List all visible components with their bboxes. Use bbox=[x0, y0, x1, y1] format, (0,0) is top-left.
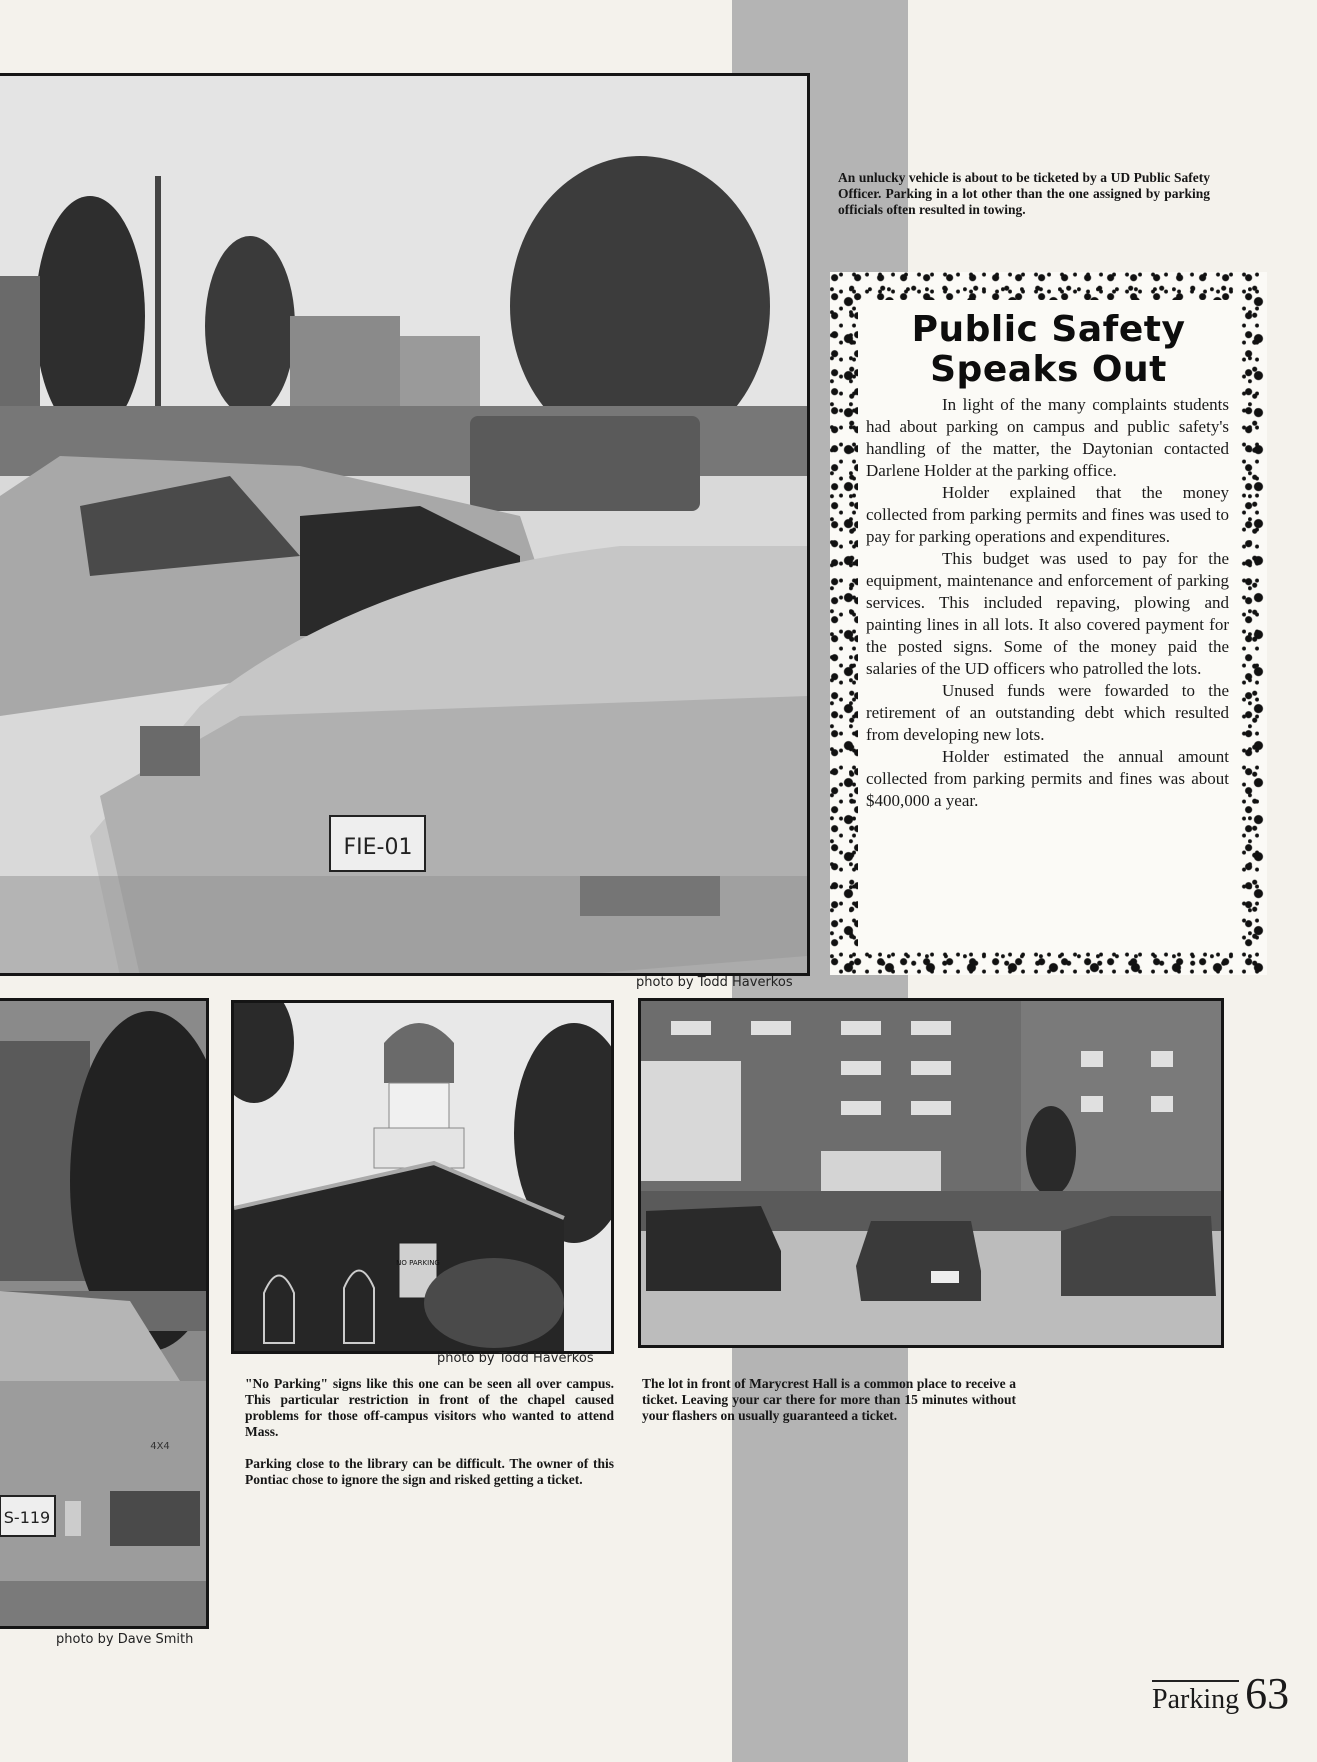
sidebar-paragraph: Unused funds were fowarded to the retirement of an outstanding debt which resulted from developing new lots. bbox=[866, 681, 1229, 744]
sidebar-title: Public Safety Speaks Out bbox=[911, 309, 1186, 390]
top-photo-plate: FIE-01 bbox=[343, 835, 413, 860]
top-photo-caption: An unlucky vehicle is about to be ticketed by a UD Public Safety Officer. Parking in a lot other than the one assigned by parking officials often resulted in towing. bbox=[838, 170, 1210, 217]
folio-section: Parking bbox=[1152, 1680, 1239, 1716]
sidebar-body bbox=[858, 394, 1239, 812]
sidebar-paragraph: In light of the many complaints students had about parking on campus and public safety's handling of the matter, the Daytonian contacted Darlene Holder at the parking office. bbox=[866, 395, 1229, 480]
folio-page-number: 63 bbox=[1245, 1669, 1290, 1718]
library-caption: Parking close to the library can be difficult. The owner of this Pontiac chose to ignore the sign and risked getting a ticket. bbox=[245, 1456, 614, 1487]
marycrest-caption: The lot in front of Marycrest Hall is a common place to receive a ticket. Leaving your car there for more than 15 minutes without your flashers on usually guaranteed a ticket. bbox=[642, 1376, 1016, 1423]
sidebar-paragraph: Holder estimated the annual amount collected from parking permits and fines was about $400,000 a year. bbox=[866, 747, 1229, 810]
sidebar-box bbox=[858, 300, 1239, 947]
sidebar-paragraph: This budget was used to pay for the equipment, maintenance and enforcement of parking services. This included repaving, plowing and painting lines in all lots. It also covered payment for the posted signs. Some of the money paid the salaries of the UD officers who patrolled the lots. bbox=[866, 549, 1229, 678]
chapel-photo-image bbox=[234, 1003, 611, 1351]
chapel-photo bbox=[231, 1000, 614, 1354]
sidebar-speckled-frame bbox=[830, 272, 1267, 975]
chapel-photo-credit: photo by Todd Haverkos bbox=[437, 1351, 594, 1366]
library-photo-credit: photo by Dave Smith bbox=[56, 1632, 194, 1647]
sidebar-paragraph: Holder explained that the money collected from parking permits and fines was used to pay for parking operations and expenditures. bbox=[866, 483, 1229, 546]
page-folio bbox=[1152, 1669, 1290, 1718]
chapel-captions bbox=[245, 1376, 614, 1504]
marycrest-hall-photo bbox=[638, 998, 1224, 1348]
top-parking-lot-photo bbox=[0, 73, 810, 976]
library-photo-plate: S-119 bbox=[3, 1508, 51, 1527]
library-photo-image bbox=[0, 1001, 206, 1626]
top-photo-image bbox=[0, 76, 807, 973]
top-photo-credit: photo by Todd Haverkos bbox=[636, 975, 793, 990]
library-car-photo bbox=[0, 998, 209, 1629]
library-photo-badge: 4X4 bbox=[150, 1441, 170, 1452]
chapel-sign-text: NO PARKING bbox=[396, 1259, 440, 1267]
chapel-caption: "No Parking" signs like this one can be seen all over campus. This particular restriction in front of the chapel caused problems for those off-campus visitors who wanted to attend Mass. bbox=[245, 1376, 614, 1439]
marycrest-photo-image bbox=[641, 1001, 1221, 1345]
